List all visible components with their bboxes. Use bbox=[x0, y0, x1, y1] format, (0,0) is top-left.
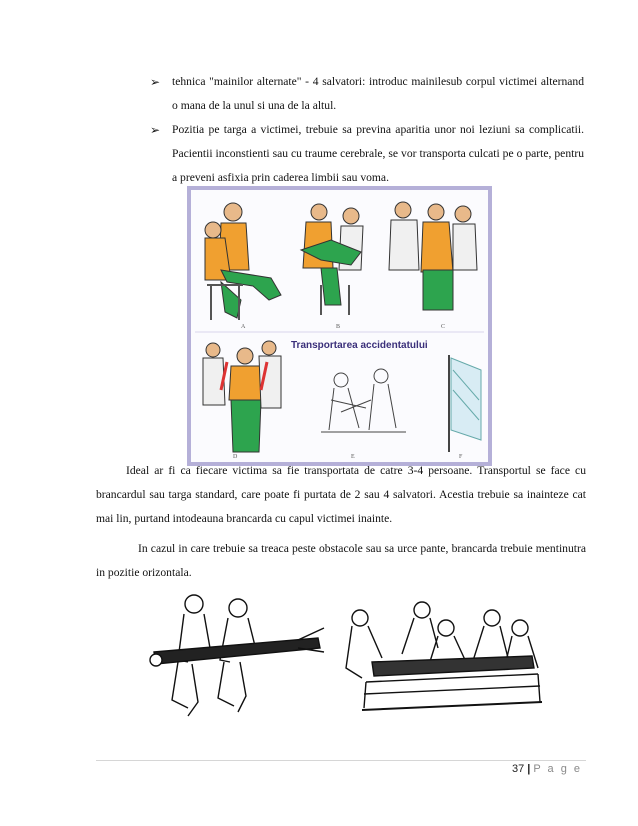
page-number: 37 bbox=[512, 763, 525, 775]
panel-label-d: D bbox=[233, 454, 238, 460]
page-footer bbox=[512, 763, 582, 775]
stretcher-drawing bbox=[342, 598, 544, 722]
paragraph-transport: Ideal ar fi ca fiecare victima sa fie transportata de catre 3-4 persoane. Transportul se face cu brancardul sau targa standard, care poate fi purtata de 2 sau 4 salvatori. Acestia trebuie sa inainteze cat mai lin, purtand intodeauna brancarda cu capul victimei inainte. bbox=[96, 464, 586, 525]
panel-label-e: E bbox=[351, 454, 355, 460]
footer-separator: | bbox=[527, 763, 531, 775]
stretcher-illustration bbox=[342, 598, 544, 722]
bullet-text: tehnica "mainilor alternate" - 4 salvatori: introduc mainilesub corpul victimei alternand o mana de la unul si una de la altul. bbox=[172, 75, 584, 112]
panel-label-f: F bbox=[459, 454, 463, 460]
arrow-bullet-icon: ➢ bbox=[150, 75, 161, 89]
page-word: P a g e bbox=[533, 763, 582, 775]
figure-caption: Transportarea accidentatului bbox=[291, 340, 428, 351]
panel-c-figure bbox=[389, 202, 477, 310]
panel-f-figure bbox=[449, 355, 481, 452]
panel-b-figure bbox=[301, 204, 363, 315]
bullet-item bbox=[150, 118, 584, 190]
arrow-bullet-icon: ➢ bbox=[150, 123, 161, 137]
panel-label-c: C bbox=[441, 324, 446, 330]
panel-label-b: B bbox=[336, 324, 341, 330]
bullet-item bbox=[150, 70, 584, 118]
panel-a-figure bbox=[205, 203, 281, 320]
panel-label-a: A bbox=[241, 324, 246, 330]
two-rescuers-drawing bbox=[148, 590, 326, 722]
two-rescuers-illustration bbox=[148, 590, 326, 722]
panel-d-figure bbox=[203, 341, 281, 452]
bullet-list bbox=[150, 70, 584, 190]
transport-illustration-drawing bbox=[191, 190, 488, 462]
transport-illustration bbox=[187, 186, 492, 466]
footer-divider bbox=[96, 760, 586, 761]
paragraph-obstacles: In cazul in care trebuie sa treaca peste obstacole sau sa urce pante, brancarda trebuie mentinutra in pozitie orizontala. bbox=[96, 542, 586, 579]
bullet-text: Pozitia pe targa a victimei, trebuie sa previna aparitia unor noi leziuni sa complicatii. Pacientii inconstienti sau cu traume cerebrale, se vor transporta culcati pe o parte, pentru a preveni asfixia prin caderea limbii sau voma. bbox=[172, 123, 584, 184]
panel-e-figure bbox=[321, 369, 406, 432]
